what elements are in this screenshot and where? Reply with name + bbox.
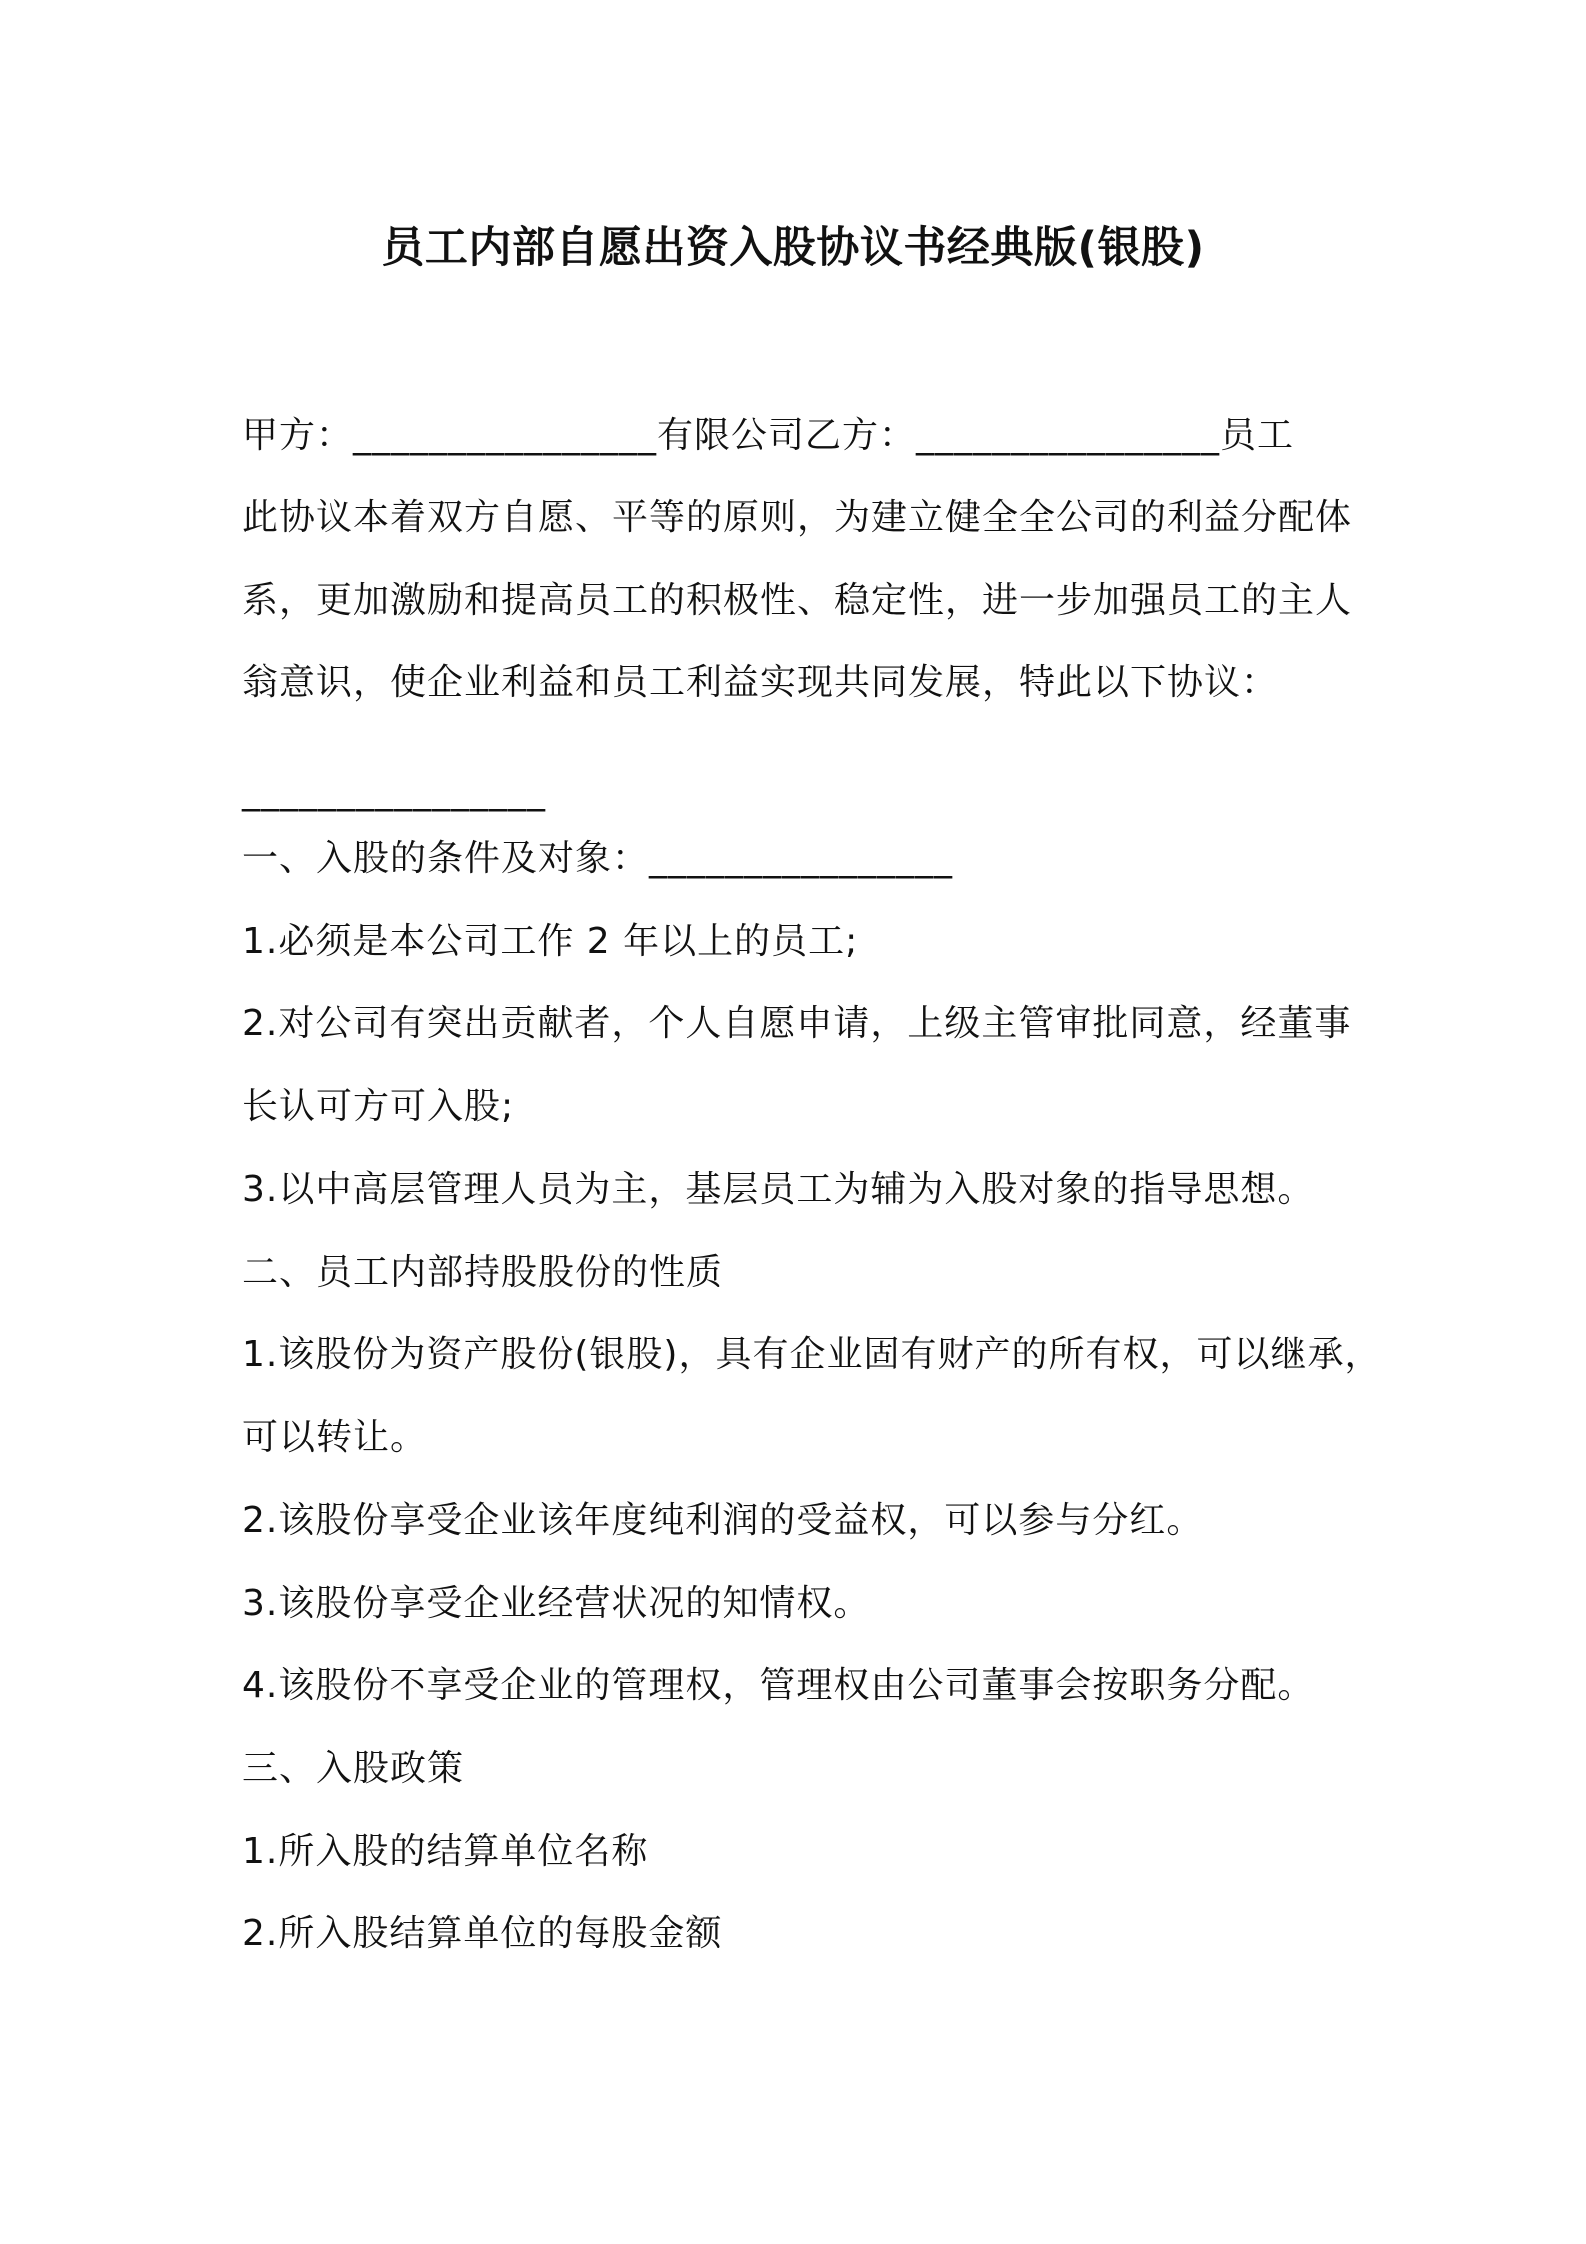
section-2-heading: 二、员工内部持股股份的性质 xyxy=(242,1252,724,1293)
blank-line: ________________ xyxy=(242,771,546,812)
document-title: 员工内部自愿出资入股协议书经典版(银股) xyxy=(381,223,1205,273)
clause-3-1: 1.所入股的结算单位名称 xyxy=(242,1831,649,1872)
section-1-heading: 一、入股的条件及对象：________________ xyxy=(242,838,954,879)
clause-2-2: 2.该股份享受企业该年度纯利润的受益权，可以参与分红。 xyxy=(242,1500,1204,1541)
preamble-line-2: 系，更加激励和提高员工的积极性、稳定性，进一步加强员工的主人 xyxy=(242,580,1353,621)
clause-2-4: 4.该股份不享受企业的管理权，管理权由公司董事会按职务分配。 xyxy=(242,1665,1315,1706)
clause-2-3: 3.该股份享受企业经营状况的知情权。 xyxy=(242,1583,871,1624)
clause-2-1-cont: 可以转让。 xyxy=(242,1417,428,1458)
clause-1-1: 1.必须是本公司工作 2 年以上的员工; xyxy=(242,921,859,962)
clause-1-2-cont: 长认可方可入股; xyxy=(242,1086,515,1127)
parties-line: 甲方：________________有限公司乙方：________________员工 xyxy=(242,415,1295,456)
clause-1-2: 2.对公司有突出贡献者，个人自愿申请，上级主管审批同意，经董事 xyxy=(242,1003,1352,1044)
preamble-line-1: 此协议本着双方自愿、平等的原则，为建立健全全公司的利益分配体 xyxy=(242,497,1353,538)
clause-3-2: 2.所入股结算单位的每股金额 xyxy=(242,1913,723,1954)
preamble-line-3: 翁意识，使企业利益和员工利益实现共同发展，特此以下协议： xyxy=(242,662,1279,703)
section-3-heading: 三、入股政策 xyxy=(242,1748,465,1789)
clause-1-3: 3.以中高层管理人员为主，基层员工为辅为入股对象的指导思想。 xyxy=(242,1169,1315,1210)
clause-2-1: 1.该股份为资产股份(银股)，具有企业固有财产的所有权，可以继承， xyxy=(242,1334,1382,1375)
